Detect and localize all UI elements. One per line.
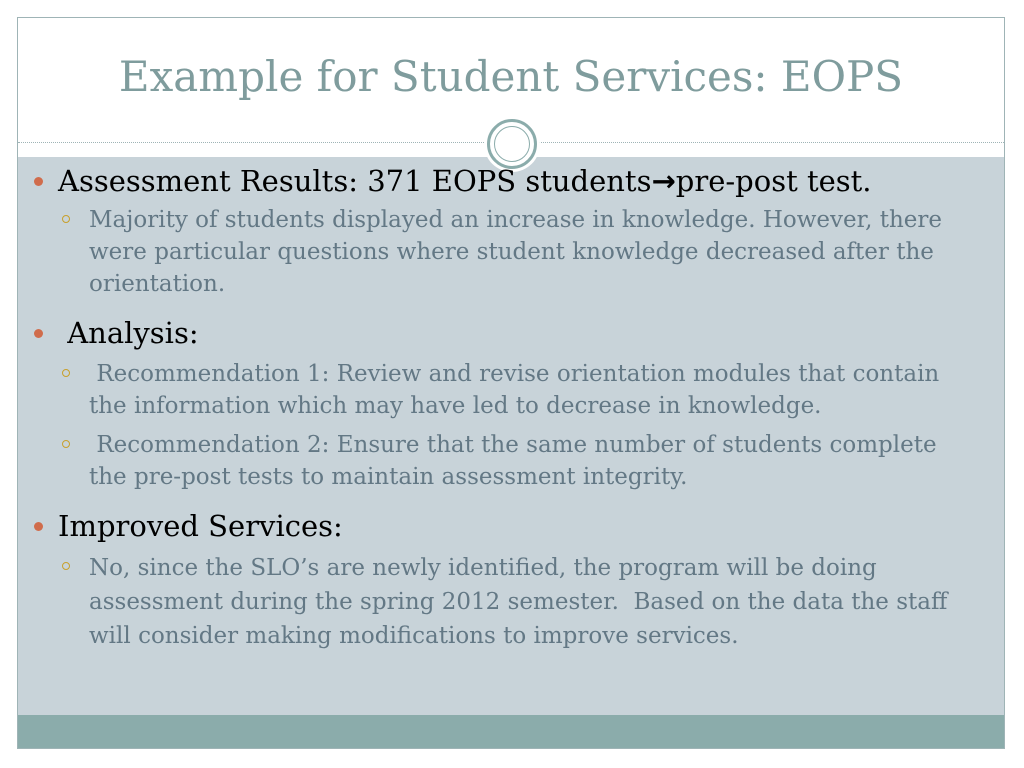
- sub-bullet-text: Majority of students displayed an increase in knowledge. However, there were particular questions where student knowledge decreased after the orientation.: [89, 207, 942, 297]
- footer-band: [18, 715, 1004, 748]
- bullet-text: Improved Services:: [58, 509, 343, 543]
- bullet-text-continued: pre-post test.: [675, 164, 872, 198]
- sub-bullet-recommendation-1: [30, 358, 965, 422]
- slide-title: Example for Student Services: EOPS: [118, 52, 904, 101]
- sub-bullet-recommendation-2: [30, 429, 965, 493]
- sub-bullet-circle-icon: [62, 562, 70, 570]
- sub-bullet-circle-icon: [62, 369, 70, 377]
- bullet-analysis: [30, 316, 965, 350]
- bullet-list: [30, 164, 965, 653]
- sub-bullet-circle-icon: [62, 215, 70, 223]
- bullet-improved-services: [30, 509, 965, 543]
- sub-bullet-circle-icon: [62, 440, 70, 448]
- sub-bullet-majority: [30, 204, 965, 300]
- bullet-text: Assessment Results: 371 EOPS students: [58, 164, 652, 198]
- sub-bullet-text: Recommendation 2: Ensure that the same number of students complete the pre-post tests to maintain assessment integrity.: [89, 432, 944, 490]
- right-arrow-icon: →: [651, 164, 676, 198]
- sub-bullet-no-since: [30, 551, 965, 653]
- sub-bullet-text: No, since the SLO’s are newly identified, the program will be doing assessment during the spring 2012 semester. Based on the data the staff will consider making modifications to improve services.: [89, 555, 955, 649]
- bullet-dot-icon: [34, 177, 43, 186]
- bullet-text: Analysis:: [58, 316, 199, 350]
- sub-bullet-text: Recommendation 1: Review and revise orientation modules that contain the information which may have led to decrease in knowledge.: [89, 361, 947, 419]
- bullet-assessment-results: [30, 164, 965, 198]
- bullet-dot-icon: [34, 522, 43, 531]
- bullet-dot-icon: [34, 329, 43, 338]
